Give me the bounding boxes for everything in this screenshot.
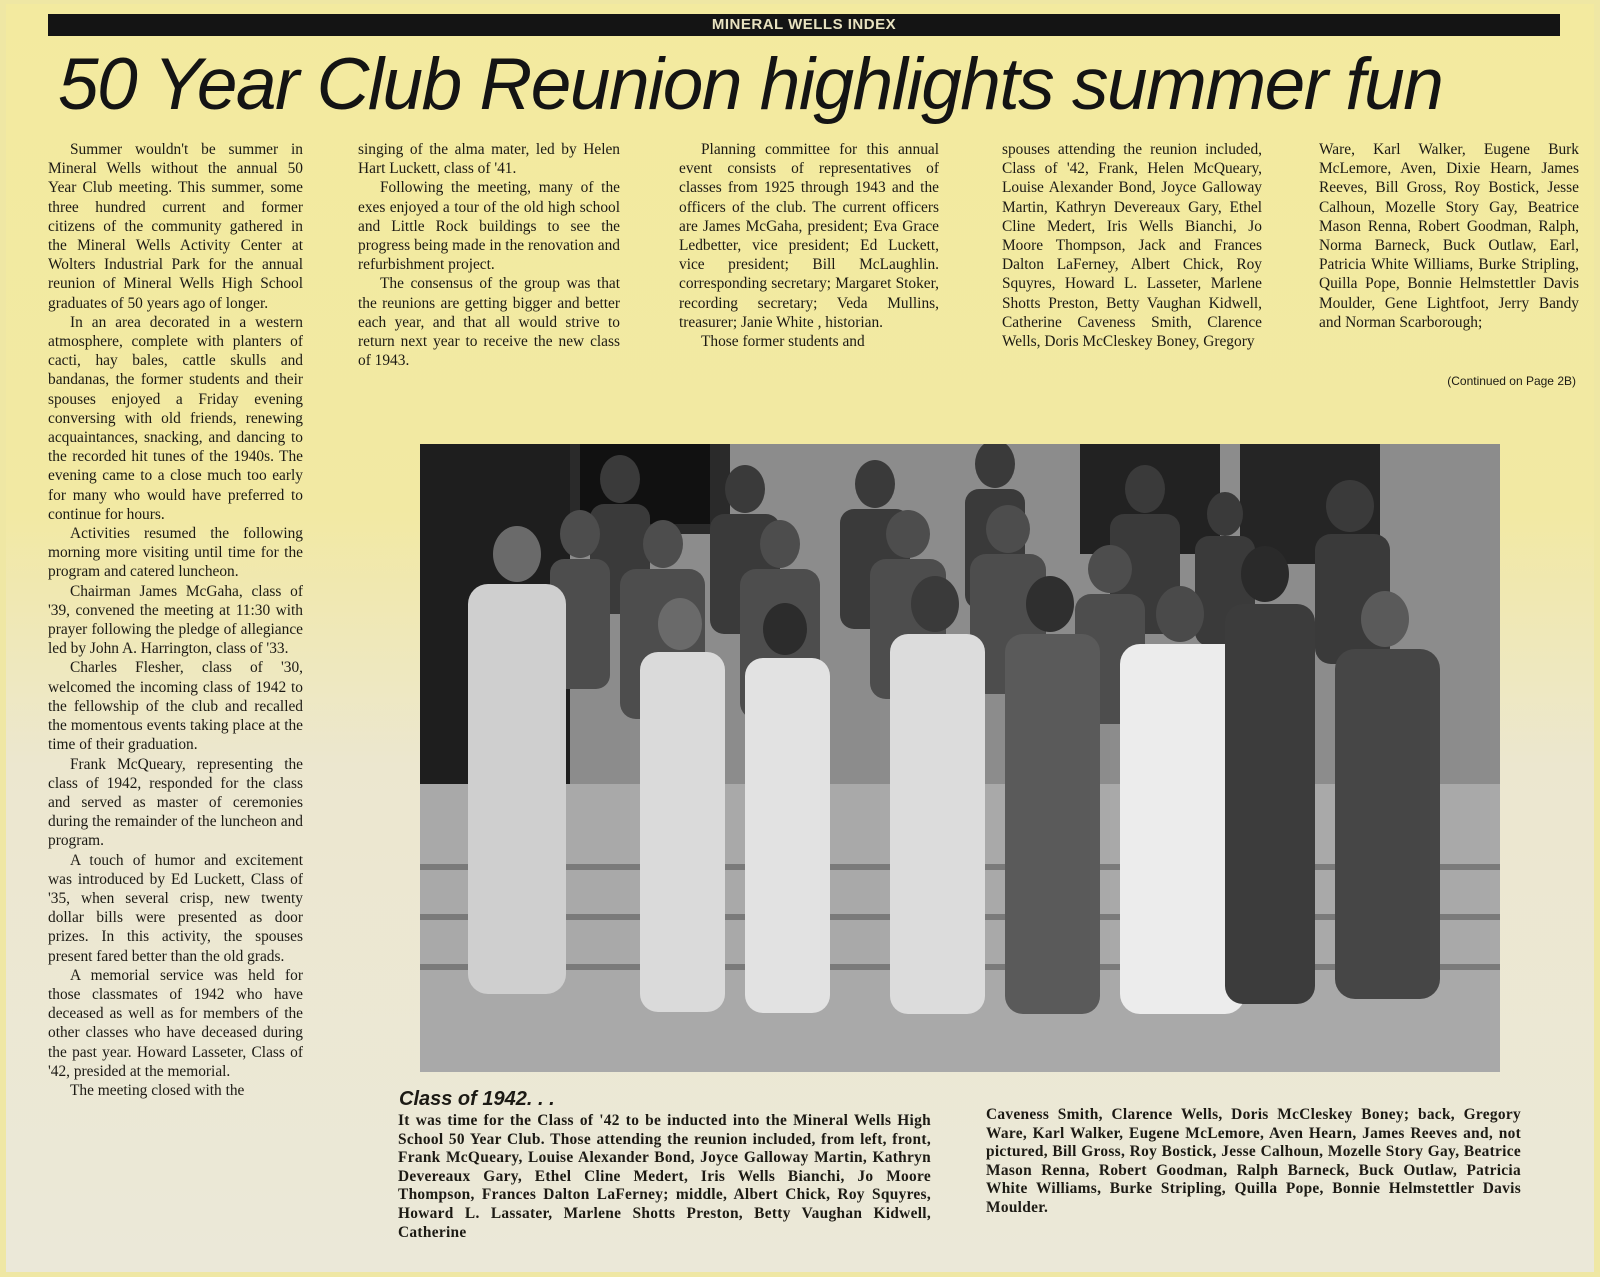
article-paragraph: Those former students and <box>701 333 865 351</box>
article-paragraph: singing of the alma mater, led by Helen Hart Luckett, class of '41. <box>358 141 620 178</box>
masthead: MINERAL WELLS INDEX <box>48 14 1560 36</box>
article-paragraph: Ware, Karl Walker, Eugene Burk McLemore, Aven, Dixie Hearn, James Reeves, Bill Gross, Roy Bostick, Jesse Calhoun, Mozelle Story Gay, Beatrice Mason Renna, Robert Goodman, Ralph, Norma Barneck, Buck Outlaw, Earl, Patricia White Williams, Burke Stripling, Quilla Pope, Bonnie Helmstettler Davis Moulder, Gene Lightfoot, Jerry Bandy and Norman Scarborough; <box>1319 141 1579 331</box>
group-photo <box>420 444 1500 1072</box>
article-column-4 <box>1002 140 1262 390</box>
caption-title: Class of 1942. . . <box>399 1088 555 1110</box>
article-paragraph: Summer wouldn't be summer in Mineral Wells without the annual 50 Year Club meeting. This summer, some three hundred current and former citizens of the community gathered in the Mineral Wells Activity Center at Wolters Industrial Park for the annual reunion of Mineral Wells High School graduates of 50 years ago of longer. <box>48 141 303 312</box>
article-paragraph: Following the meeting, many of the exes enjoyed a tour of the old high school and Little Rock buildings to see the progress being made in the renovation and refurbishment project. <box>358 179 620 274</box>
article-paragraph: The consensus of the group was that the reunions are getting bigger and better each year, and that all would strive to return next year to receive the new class of 1943. <box>358 275 620 370</box>
group-photo-illustration <box>420 444 1500 1072</box>
article-column-2 <box>358 140 620 390</box>
article-column-3 <box>679 140 939 390</box>
article-column-5 <box>1319 140 1579 370</box>
article-paragraph: The meeting closed with the <box>70 1081 245 1099</box>
continued-note: (Continued on Page 2B) <box>1447 374 1576 388</box>
caption-part-1: It was time for the Class of '42 to be inducted into the Mineral Wells High School 50 Year Club. Those attending the reunion included, from left, front, Frank McQueary, Louise Alexander Bond, Joyce Galloway Martin, Kathryn Devereaux Gary, Ethel Cline Medert, Iris Wells Bianchi, Jo Moore Thompson, Frances Dalton LaFerney; middle, Albert Chick, Roy Squyres, Howard L. Lassater, Marlene Shotts Preston, Betty Vaughan Kidwell, Catherine <box>398 1112 931 1241</box>
article-paragraph: Frank McQueary, representing the class of 1942, responded for the class and served as master of ceremonies during the remainder of the luncheon and program. <box>48 755 303 850</box>
headline: 50 Year Club Reunion highlights summer fun <box>58 44 1443 125</box>
article-paragraph: Charles Flesher, class of '30, welcomed the incoming class of 1942 to the fellowship of the club and recalled the momentous events taking place at the time of their graduation. <box>48 659 303 754</box>
newspaper-clipping <box>6 4 1594 1272</box>
article-column-1 <box>48 140 303 1270</box>
article-paragraph: Planning committee for this annual event consists of representatives of classes from 1925 through 1943 and the officers of the club. The current officers are James McGaha, president; Eva Grace Ledbetter, vice president; Ed Luckett, vice president; Bill McLaughlin. corresponding secretary; Margaret Stoker, recording secretary; Veda Mullins, treasurer; Janie White , historian. <box>679 141 939 331</box>
article-paragraph: Chairman James McGaha, class of '39, convened the meeting at 11:30 with prayer following the pledge of allegiance led by John A. Harrington, class of '33. <box>48 582 303 658</box>
article-paragraph: Activities resumed the following morning more visiting until time for the program and catered luncheon. <box>48 525 303 581</box>
caption-part-2: Caveness Smith, Clarence Wells, Doris McCleskey Boney; back, Gregory Ware, Karl Walker, Eugene McLemore, Aven Hearn, James Reeves and, not pictured, Bill Gross, Roy Bostick, Jesse Calhoun, Mozelle Story Gay, Beatrice Mason Renna, Robert Goodman, Ralph Barneck, Buck Outlaw, Patricia White Williams, Burke Stripling, Quilla Pope, Bonnie Helmstettler Davis Moulder. <box>986 1106 1521 1216</box>
article-paragraph: A touch of humor and excitement was introduced by Ed Luckett, Class of '35, when several crisp, new twenty dollar bills were presented as door prizes. In this activity, the spouses present fared better than the old grads. <box>48 851 303 965</box>
article-paragraph: spouses attending the reunion included, Class of '42, Frank, Helen McQueary, Louise Alexander Bond, Joyce Galloway Martin, Kathryn Devereaux Gary, Ethel Cline Medert, Iris Wells Bianchi, Jo Moore Thompson, Jack and Frances Dalton LaFerney, Albert Chick, Roy Squyres, Howard L. Lasseter, Marlene Shotts Preston, Betty Vaughan Kidwell, Catherine Caveness Smith, Clarence Wells, Doris McCleskey Boney, Gregory <box>1002 141 1262 351</box>
article-paragraph: In an area decorated in a western atmosphere, complete with planters of cacti, hay bales, cattle skulls and bandanas, the former students and their spouses enjoyed a Friday evening conversing with old friends, renewing acquaintances, snacking, and dancing to the recorded hit tunes of the 1940s. The evening came to a close much too early for many who would have preferred to continue for hours. <box>48 313 303 523</box>
article-paragraph: A memorial service was held for those classmates of 1942 who have deceased as well as for members of the other classes who have deceased during the past year. Howard Lasseter, Class of '42, presided at the memorial. <box>48 966 303 1080</box>
